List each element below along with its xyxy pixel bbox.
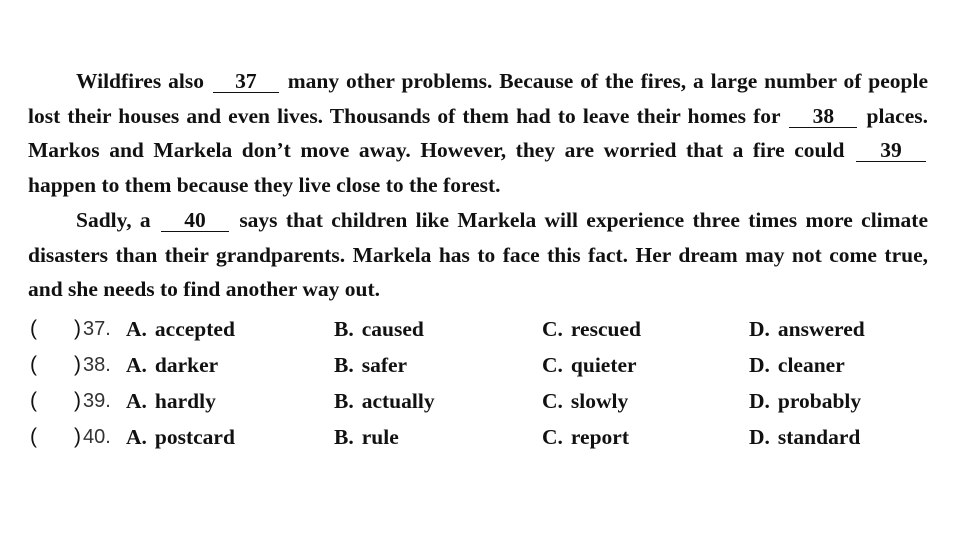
passage-text: says that children like Markela will experience three times more climate disasters than their grandparents. Markela has to face this fact. Her dream may not come true, and she needs to find another way out. — [28, 207, 929, 302]
passage-text: Sadly, a — [76, 207, 151, 232]
option-letter: B. — [334, 389, 354, 413]
option-text: hardly — [154, 389, 216, 413]
option-b — [334, 317, 424, 342]
question-number: 37. — [83, 318, 111, 340]
option-c — [542, 425, 629, 450]
option-text: caused — [361, 317, 424, 341]
question-number: 38. — [83, 354, 111, 376]
option-letter: C. — [542, 389, 563, 413]
answer-bracket-close: ) — [74, 425, 81, 448]
option-text: rule — [361, 425, 399, 449]
answer-bracket-close: ) — [74, 353, 81, 376]
option-text: report — [570, 425, 630, 449]
blank-40: 40 — [161, 209, 229, 232]
option-d — [749, 425, 860, 450]
passage-paragraph-1 — [28, 64, 928, 203]
option-text: darker — [154, 353, 219, 377]
answer-bracket-open: ( — [30, 317, 37, 340]
option-letter: B. — [334, 317, 354, 341]
option-text: quieter — [570, 353, 637, 377]
option-letter: B. — [334, 425, 354, 449]
question-row-38 — [28, 349, 938, 385]
option-d — [749, 389, 861, 414]
blank-38: 38 — [789, 105, 857, 128]
passage-text: many other problems. Because of the fires, a large number of people lost their houses and even lives. Thousands of them had to leave their homes for — [28, 69, 929, 128]
option-text: cleaner — [777, 353, 845, 377]
question-row-37 — [28, 313, 938, 349]
answer-bracket-open: ( — [30, 353, 37, 376]
option-letter: C. — [542, 353, 563, 377]
option-text: postcard — [154, 425, 235, 449]
answer-bracket-close: ) — [74, 317, 81, 340]
question-number: 40. — [83, 426, 111, 448]
option-text: answered — [777, 317, 865, 341]
option-letter: A. — [126, 389, 147, 413]
option-text: standard — [777, 425, 861, 449]
option-text: actually — [361, 389, 435, 413]
question-row-39 — [28, 385, 938, 421]
option-text: safer — [361, 353, 408, 377]
option-d — [749, 317, 865, 342]
option-a — [126, 353, 218, 378]
option-letter: D. — [749, 353, 770, 377]
option-c — [542, 317, 641, 342]
passage-text: Wildfires also — [76, 69, 204, 93]
option-text: probably — [777, 389, 862, 413]
option-a — [126, 425, 235, 450]
question-number: 39. — [83, 390, 111, 412]
reading-passage — [28, 64, 928, 307]
option-a — [126, 317, 235, 342]
option-letter: B. — [334, 353, 354, 377]
option-b — [334, 425, 399, 450]
option-a — [126, 389, 216, 414]
answer-options — [28, 313, 938, 457]
option-b — [334, 389, 435, 414]
passage-text: happen to them because they live close to the forest. — [28, 173, 501, 198]
option-letter: A. — [126, 317, 147, 341]
passage-text: places. Markos and Markela don’t move away. However, they are worried that a fire could — [28, 103, 929, 163]
option-text: accepted — [154, 317, 235, 341]
blank-39: 39 — [856, 139, 926, 162]
option-letter: A. — [126, 353, 147, 377]
option-letter: D. — [749, 317, 770, 341]
option-letter: D. — [749, 425, 770, 449]
answer-bracket-open: ( — [30, 389, 37, 412]
option-c — [542, 389, 628, 414]
passage-paragraph-2 — [28, 203, 928, 307]
option-letter: C. — [542, 317, 563, 341]
answer-bracket-open: ( — [30, 425, 37, 448]
answer-bracket-close: ) — [74, 389, 81, 412]
option-letter: A. — [126, 425, 147, 449]
option-d — [749, 353, 845, 378]
blank-37: 37 — [213, 70, 279, 93]
option-text: rescued — [570, 317, 641, 341]
option-text: slowly — [570, 389, 629, 413]
question-row-40 — [28, 421, 938, 457]
option-letter: C. — [542, 425, 563, 449]
option-c — [542, 353, 637, 378]
option-letter: D. — [749, 389, 770, 413]
option-b — [334, 353, 407, 378]
